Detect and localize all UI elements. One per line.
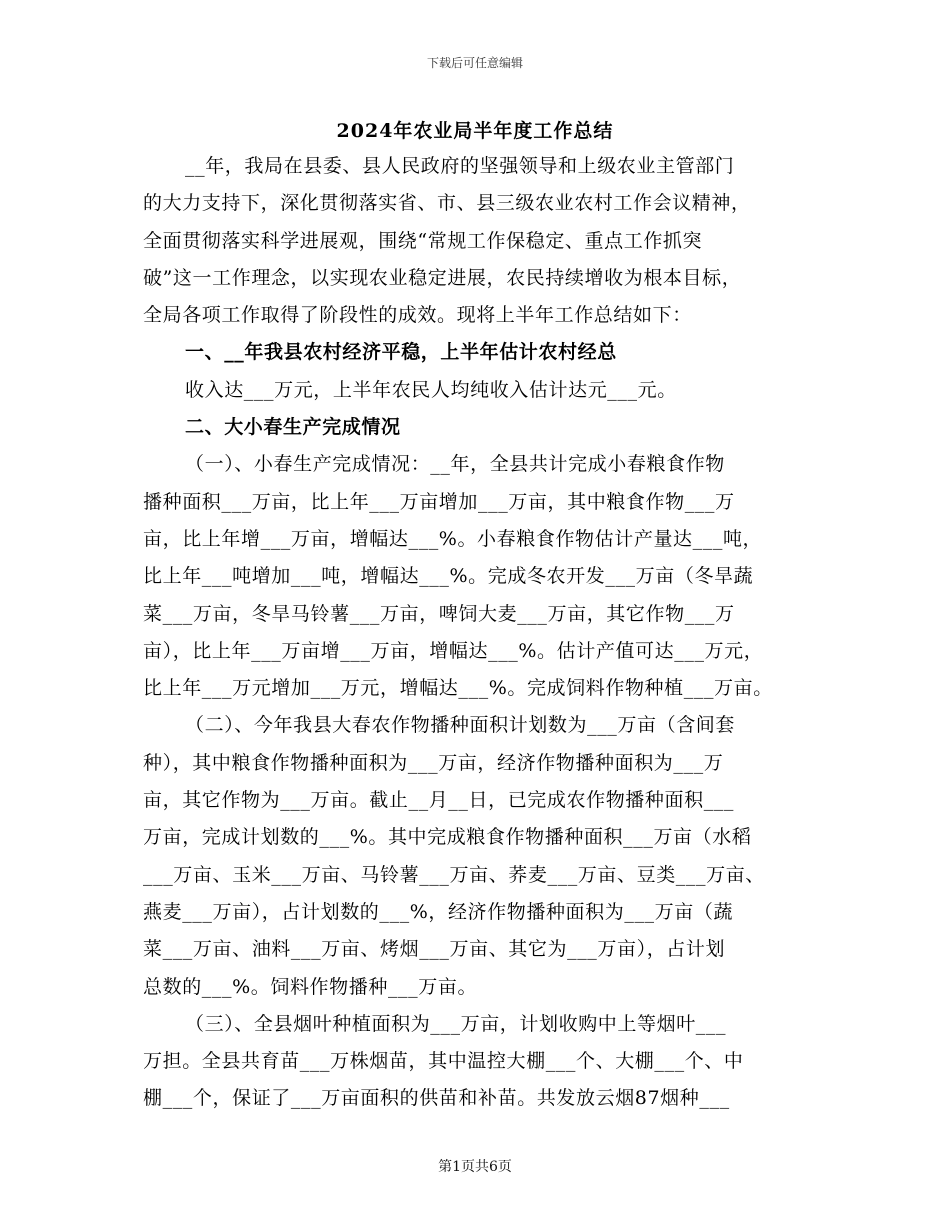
paragraph-line: 全面贯彻落实科学进展观，围绕“常规工作保稳定、重点工作抓突 <box>143 229 703 252</box>
paragraph-line: 万亩，完成计划数的___%。其中完成粮食作物播种面积___万亩（水稻 <box>143 826 752 849</box>
paragraph-line: 比上年___吨增加___吨，增幅达___%。完成冬农开发___万亩（冬旱蔬 <box>143 565 754 588</box>
document-title: 2024年农业局半年度工作总结 <box>336 120 614 142</box>
paragraph-line: 全局各项工作取得了阶段性的成效。现将上半年工作总结如下： <box>143 304 692 327</box>
paragraph-line: 比上年___万元增加___万元，增幅达___%。完成饲料作物种植___万亩。 <box>143 677 773 700</box>
section-heading-line: 一、__年我县农村经济平稳，上半年估计农村经总 <box>185 341 617 364</box>
paragraph-line: 万担。全县共育苗___万株烟苗，其中温控大棚___个、大棚___个、中 <box>143 1050 744 1073</box>
paragraph-line: 亩，比上年增___万亩，增幅达___%。小春粮食作物估计产量达___吨， <box>143 527 763 550</box>
page-footer-number: 第1页共6页 <box>438 1159 512 1175</box>
paragraph-line: 收入达___万元，上半年农民人均纯收入估计达元___元。 <box>185 378 677 401</box>
paragraph-line: （二）、今年我县大春农作物播种面积计划数为___万亩（含间套 <box>185 714 736 737</box>
paragraph-line: 棚___个，保证了___万亩面积的供苗和补苗。共发放云烟87烟种___ <box>143 1087 730 1110</box>
paragraph-line: 菜___万亩、油料___万亩、烤烟___万亩、其它为___万亩），占计划 <box>143 938 726 961</box>
paragraph-line: 亩），比上年___万亩增___万亩，增幅达___%。估计产值可达___万元， <box>143 639 764 662</box>
paragraph-line: 菜___万亩，冬旱马铃薯___万亩，啤饲大麦___万亩，其它作物___万 <box>143 602 735 625</box>
page-header-note: 下载后可任意编辑 <box>426 56 523 70</box>
paragraph-line: 破”这一工作理念，以实现农业稳定进展，农民持续增收为根本目标， <box>143 266 742 289</box>
document-body <box>143 148 825 1118</box>
paragraph-line: 亩，其它作物为___万亩。截止__月__日，已完成农作物播种面积___ <box>143 789 735 812</box>
paragraph-line: 的大力支持下，深化贯彻落实省、市、县三级农业农村工作会议精神， <box>143 192 751 215</box>
paragraph-line: __年，我局在县委、县人民政府的坚强领导和上级农业主管部门 <box>185 155 735 177</box>
paragraph-line: 燕麦___万亩），占计划数的___%，经济作物播种面积为___万亩（蔬 <box>143 900 734 923</box>
paragraph-line: ___万亩、玉米___万亩、马铃薯___万亩、荞麦___万亩、豆类___万亩、 <box>143 863 765 886</box>
section-heading-line: 二、大小春生产完成情况 <box>185 416 401 439</box>
paragraph-line: （三）、全县烟叶种植面积为___万亩，计划收购中上等烟叶___ <box>185 1012 727 1035</box>
paragraph-line: 总数的___%。饲料作物播种___万亩。 <box>143 975 478 998</box>
paragraph-line: （一）、小春生产完成情况：__年，全县共计完成小春粮食作物 <box>185 453 725 476</box>
paragraph-line: 种），其中粮食作物播种面积为___万亩，经济作物播种面积为___万 <box>143 751 724 774</box>
paragraph-line: 播种面积___万亩，比上年___万亩增加___万亩，其中粮食作物___万 <box>143 490 735 513</box>
